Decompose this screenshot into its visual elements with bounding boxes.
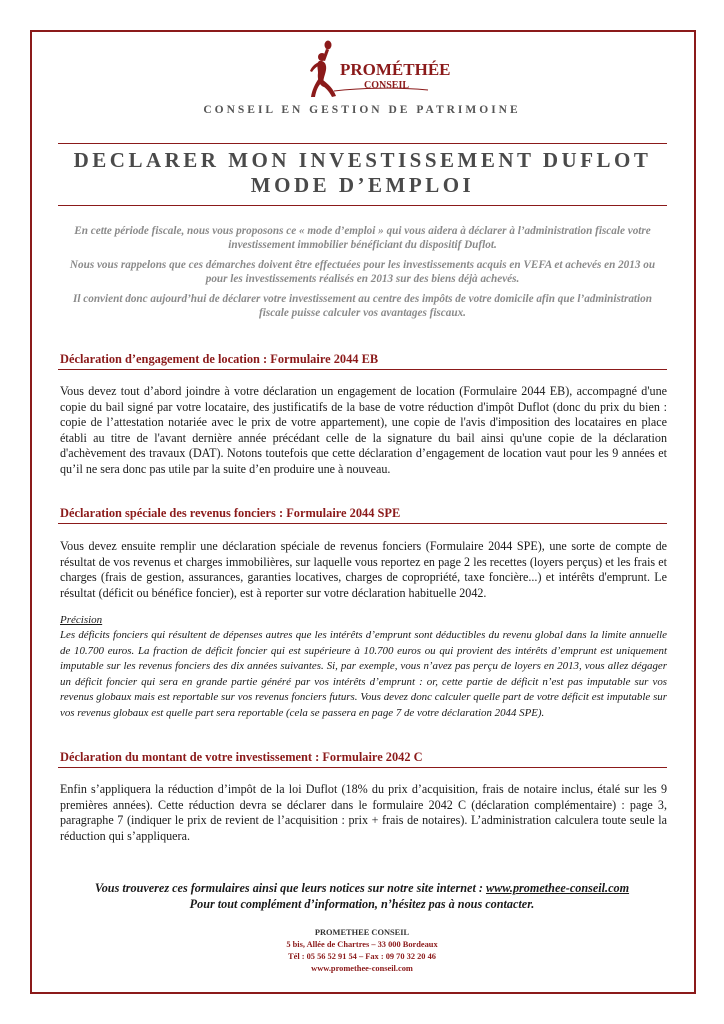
section-rule bbox=[58, 523, 667, 524]
section-body-2042-c: Enfin s’appliquera la réduction d’impôt de la loi Duflot (18% du prix d’acquisition, frais de notaire inclus, étalé sur les 9 premières années). Cette réduction devra se déclarer dans le formulaire 2042 C (déclaration complémentaire) : page 3, paragraphe 7 (indiquer le prix de revient de l’acquisition : prix + frais de notaires). L’administration calculera toute seule la réduction qui s’appliquera. bbox=[60, 782, 667, 843]
intro-paragraph-3: Il convient donc aujourd’hui de déclarer votre investissement au centre des impôts de votre domicile afin que l’administration fiscale puisse calculer vos avantages fiscaux. bbox=[73, 293, 652, 319]
section-heading-2044-spe: Déclaration spéciale des revenus fonciers : Formulaire 2044 SPE bbox=[60, 506, 401, 520]
closing-line-2: Pour tout complément d’information, n’hésitez pas à nous contacter. bbox=[189, 897, 535, 911]
closing-note bbox=[40, 880, 684, 912]
title-rule-bottom bbox=[58, 205, 667, 206]
footer-address: 5 bis, Allée de Chartres – 33 000 Bordeaux bbox=[286, 940, 438, 949]
section-body-2044-spe: Vous devez ensuite remplir une déclaration spéciale de revenus fonciers (Formulaire 2044 SPE), une sorte de compte de résultat de vos revenus et charges immobilières, sur laquelle vous reportez en page 2 les recettes (loyers perçus) et les frais et charges (frais de gestion, assurances, garanties locatives, charges de copropriété, taxe foncière...) et intérêts d'emprunt. Le résultat (déficit ou bénéfice foncier), est à reporter sur votre déclaration habituelle 2042. bbox=[60, 539, 667, 600]
logo-sub: CONSEIL bbox=[364, 80, 410, 91]
section-heading-2042-c: Déclaration du montant de votre investissement : Formulaire 2042 C bbox=[60, 750, 423, 764]
footer-phone: Tél : 05 56 52 91 54 – Fax : 09 70 32 20 46 bbox=[288, 952, 436, 961]
logo-brand: PROMÉTHÉE bbox=[340, 60, 451, 79]
intro-paragraph-1: En cette période fiscale, nous vous proposons ce « mode d’emploi » qui vous aidera à déclarer à l’administration fiscale votre investissement immobilier bénéficiant du dispositif Duflot. bbox=[74, 225, 651, 251]
footer-company: PROMETHEE CONSEIL bbox=[314, 928, 410, 937]
intro-paragraph-2: Nous vous rappelons que ces démarches doivent être effectuées pour les investissements acquis en VEFA et achevés en 2013 ou pour les investissements réalisés en 2013 sur des biens déjà achevés. bbox=[69, 259, 656, 285]
section-rule bbox=[58, 767, 667, 768]
section-heading-2044-eb: Déclaration d’engagement de location : Formulaire 2044 EB bbox=[60, 352, 379, 366]
promethee-logo bbox=[300, 40, 460, 102]
precision-label: Précision bbox=[60, 614, 103, 626]
title-line-1: DECLARER MON INVESTISSEMENT DUFLOT bbox=[73, 148, 652, 172]
page-title bbox=[58, 148, 667, 198]
section-body-2044-eb: Vous devez tout d’abord joindre à votre déclaration un engagement de location (Formulaire 2044 EB), accompagné d'une copie du bail signé par votre locataire, des justificatifs de la base de votre réduction d'impôt Duflot (donc du prix du bien : copie de l’attestation notariée avec le prix de votre appartement), une copie de l'avis d'imposition des locataires en place établi au titre de l'avant dernière année précédant celle de la signature du bail ainsi qu'une copie de la déclaration d'achèvement des travaux (DAT). Notons toutefois que cette déclaration d’engagement de location vaut pour les 9 années et qu’il ne sera donc pas utile par la suite d’en produire une à nouveau. bbox=[60, 384, 667, 476]
title-rule-top bbox=[58, 143, 667, 144]
section-rule bbox=[58, 369, 667, 370]
title-line-2: MODE D’EMPLOI bbox=[250, 173, 475, 197]
footer-website: www.promethee-conseil.com bbox=[311, 964, 413, 973]
precision-text: Les déficits fonciers qui résultent de dépenses autres que les intérêts d’emprunt sont déductibles du revenu global dans la limite annuelle de 10.700 euros. La fraction de déficit foncier qui est supérieure à 10.700 euros ou qui provient des intérêts d’emprunt est uniquement imputable sur les revenus fonciers des dix années suivantes. Si, par exemple, vous n’avez pas perçu de loyers en 2013, vous allez dégager un déficit foncier qui sera en grande partie généré par vos intérêts d’emprunt : or, cette partie de déficit n’est pas imputable sur vos revenus globaux mais est reportable sur vos revenus fonciers futurs. Vous devez donc calculer quelle part de votre déficit est imputable sur vos revenus globaux est quelle part sera reportable (cela se passera en page 7 de votre déclaration 2044 SPE). bbox=[60, 629, 667, 719]
tagline: CONSEIL EN GESTION DE PATRIMOINE bbox=[203, 104, 521, 116]
website-link[interactable]: www.promethee-conseil.com bbox=[485, 881, 630, 895]
closing-line-1: Vous trouverez ces formulaires ainsi que leurs notices sur notre site internet : bbox=[94, 881, 486, 895]
footer bbox=[0, 927, 724, 975]
